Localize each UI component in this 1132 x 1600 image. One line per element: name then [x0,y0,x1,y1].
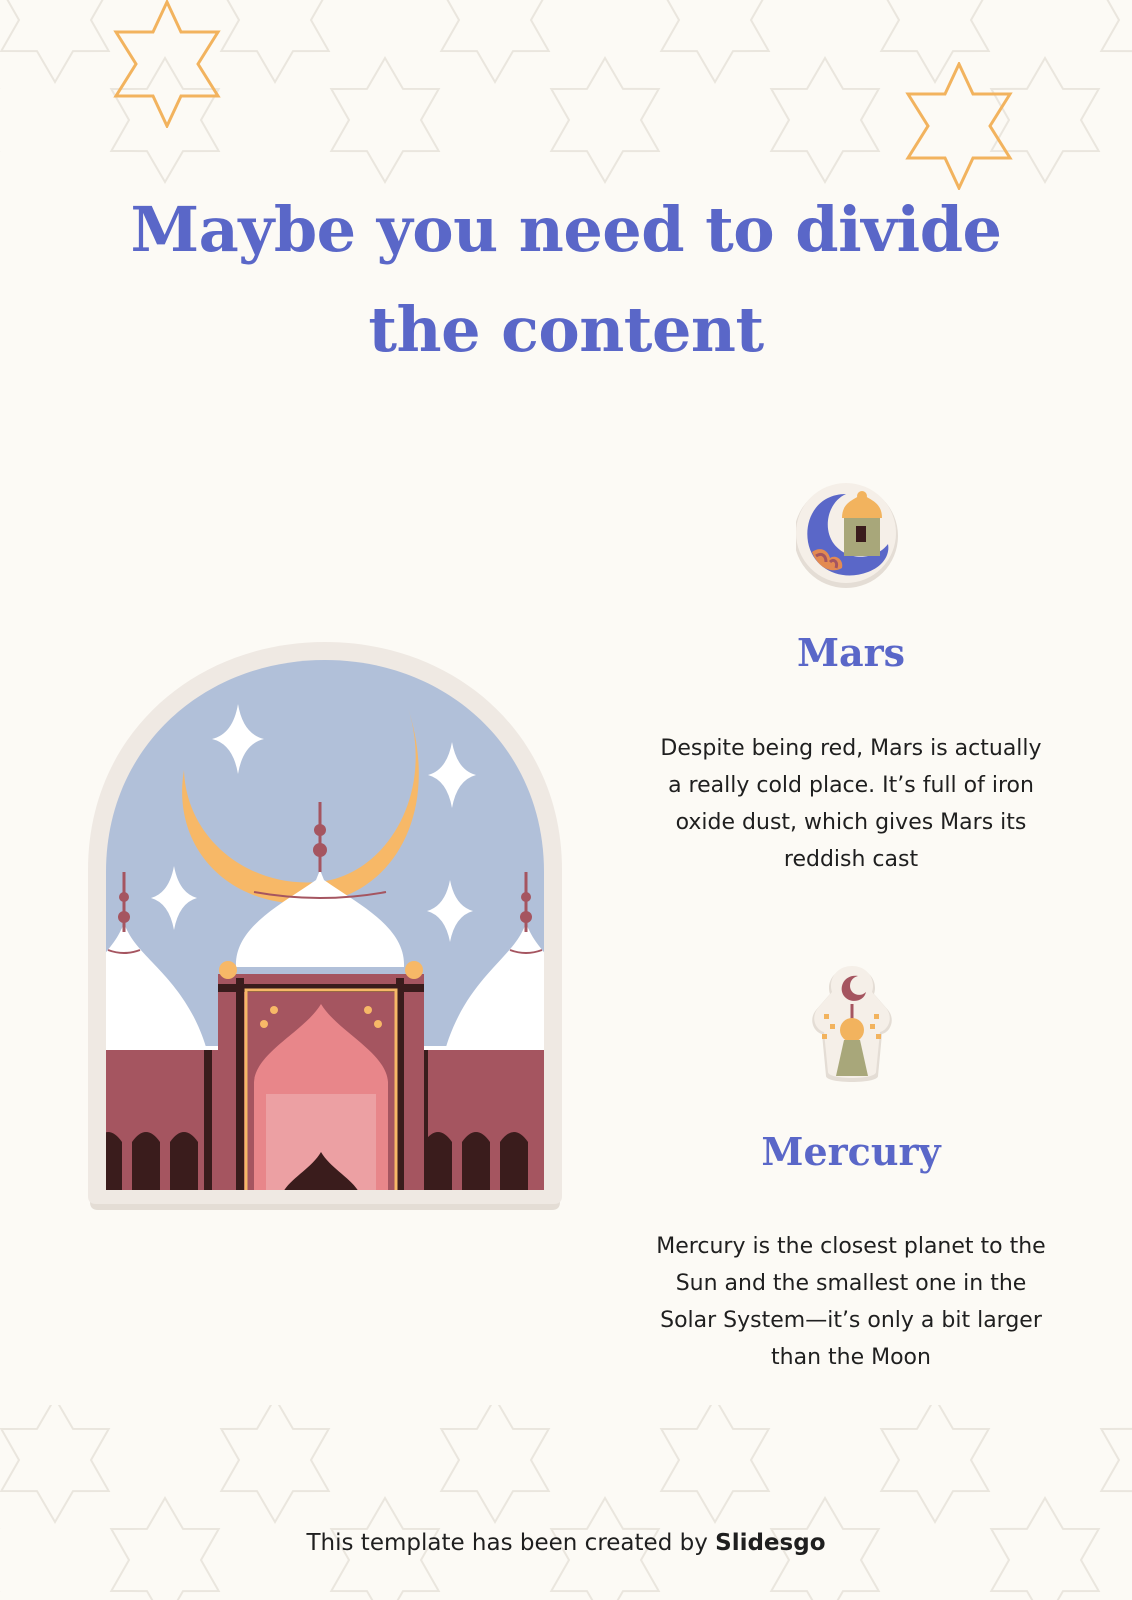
pattern-star [661,0,768,82]
page-title [110,180,1022,380]
section-heading-mars: Mars [796,630,906,675]
pattern-star [1,0,108,82]
section-text-mars: Despite being red, Mars is actually a really cold place. It’s full of iron oxide dust, which gives Mars its reddish cast [660,736,1042,872]
star-pattern-bottom [0,1405,1132,1600]
mosque-arch-illustration [86,642,564,1210]
pattern-star [331,58,438,182]
pattern-star [1101,1405,1132,1522]
section-heading-mercury: Mercury [761,1129,941,1174]
title-line-2: the content [368,293,764,366]
pattern-star [771,58,878,182]
template-credit [0,1530,1132,1556]
pattern-star [1,1405,108,1522]
section-text-mercury: Mercury is the closest planet to the Sun and the smallest one in the Solar System—it’s only a bit larger than the Moon [656,1234,1046,1370]
moon-tower-icon [796,470,906,590]
gold-star-right-icon [900,62,1018,190]
credit-prefix: This template has been created by [306,1530,716,1556]
crescent-finial-icon [808,964,896,1088]
pattern-star [221,1405,328,1522]
pattern-star [221,0,328,82]
pattern-star [1101,0,1132,82]
title-line-1: Maybe you need to divide [130,193,1002,266]
credit-brand-link[interactable]: Slidesgo [715,1530,826,1556]
pattern-star [881,1405,988,1522]
pattern-star [441,0,548,82]
gold-star-left-icon [108,0,226,128]
pattern-star [661,1405,768,1522]
pattern-star [551,58,658,182]
pattern-star [441,1405,548,1522]
